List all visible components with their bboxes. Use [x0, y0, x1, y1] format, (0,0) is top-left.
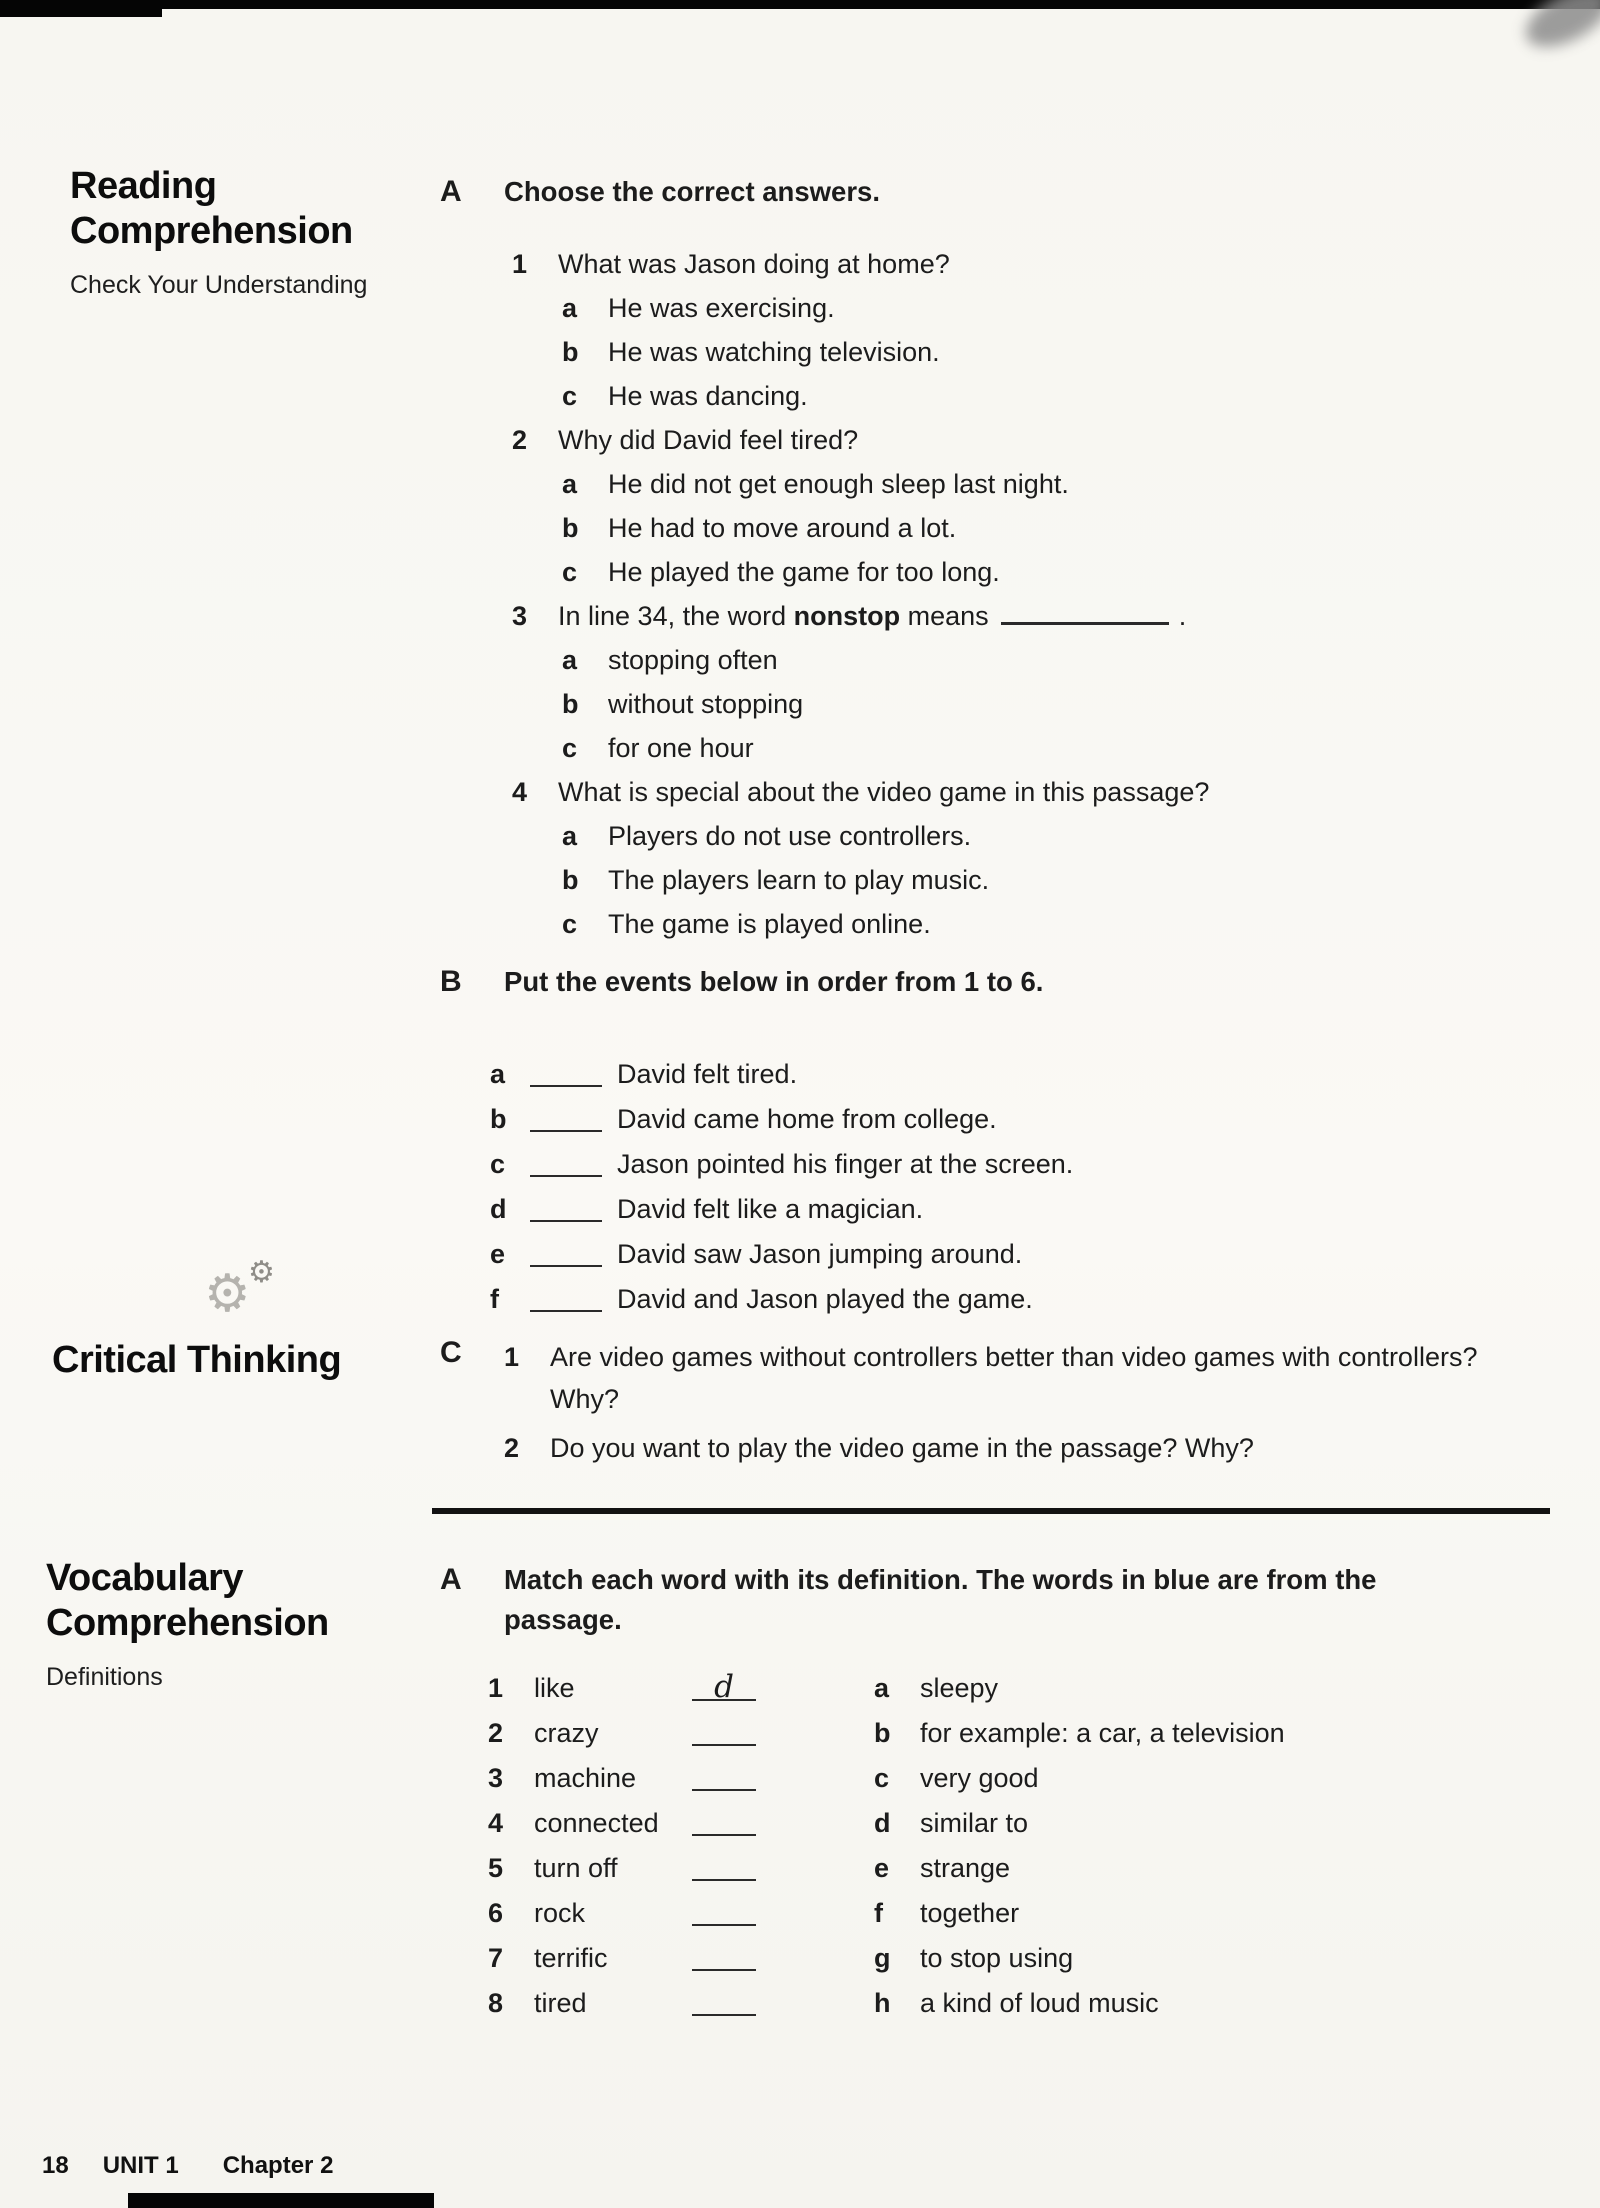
word: crazy [534, 1718, 599, 1748]
word: terrific [534, 1943, 608, 1973]
option-row [562, 374, 1570, 418]
section-title: Choose the correct answers. [504, 176, 880, 207]
item-letter: e [490, 1239, 506, 1269]
match-row [488, 1846, 1570, 1891]
definition-text: similar to [920, 1808, 1029, 1838]
order-item [490, 1052, 1570, 1097]
scan-artifact-top-bar [0, 0, 1600, 9]
order-item [490, 1277, 1570, 1322]
item-letter: a [490, 1059, 506, 1089]
section-c-questions [504, 1336, 1480, 1469]
section-a-title-row [440, 172, 1570, 212]
option-row [562, 462, 1570, 506]
option-text: He was watching television. [608, 337, 940, 367]
match-row [488, 1801, 1570, 1846]
section-c-row [440, 1336, 1570, 1469]
answer-blank [692, 1846, 756, 1881]
definition-text: together [920, 1898, 1020, 1928]
definition-text: strange [920, 1853, 1011, 1883]
option-letter: b [562, 689, 579, 719]
option-row [562, 726, 1570, 770]
question-text-before: In line 34, the word [558, 601, 794, 631]
option-letter: c [562, 381, 578, 411]
option-text: stopping often [608, 645, 778, 675]
section-letter: A [440, 175, 462, 208]
order-item [490, 1232, 1570, 1277]
option-row [562, 902, 1570, 946]
answer-blank [530, 1142, 602, 1177]
option-row [562, 858, 1570, 902]
definition-letter: e [874, 1853, 890, 1883]
question-number: 1 [512, 249, 528, 279]
question-text: Are video games without controllers better than video games with controllers? Why? [550, 1342, 1478, 1414]
definition-letter: a [874, 1673, 890, 1703]
question-text: What was Jason doing at home? [558, 249, 950, 279]
option-letter: a [562, 293, 578, 323]
gear-small-glyph: ⚙ [248, 1256, 275, 1289]
answer-blank [530, 1232, 602, 1267]
option-row [562, 682, 1570, 726]
heading-line: Comprehension [46, 1602, 329, 1644]
match-row [488, 1711, 1570, 1756]
question-number: 2 [512, 425, 528, 455]
gear-icon [204, 1256, 275, 1328]
question-text-after: means [900, 601, 989, 631]
definition-letter: d [874, 1808, 891, 1838]
order-item [490, 1187, 1570, 1232]
word-number: 5 [488, 1853, 504, 1883]
option-letter: a [562, 645, 578, 675]
item-letter: b [490, 1104, 507, 1134]
chapter-label: Chapter 2 [222, 2152, 334, 2179]
section-letter: A [440, 1563, 462, 1596]
option-text: without stopping [608, 689, 804, 719]
definition-letter: g [874, 1943, 891, 1973]
section-title: Match each word with its definition. The words in blue are from the passage. [504, 1564, 1377, 1635]
section-b-title-row [440, 962, 1570, 1002]
definition-text: to stop using [920, 1943, 1074, 1973]
option-row [562, 638, 1570, 682]
reading-comprehension-heading [70, 164, 367, 308]
answer-blank [1001, 605, 1169, 625]
page-number: 18 [42, 2152, 69, 2179]
option-text: He was exercising. [608, 293, 835, 323]
item-letter: f [490, 1284, 499, 1314]
scan-artifact-top-left [0, 0, 162, 17]
item-letter: d [490, 1194, 507, 1224]
question-number: 3 [512, 601, 528, 631]
question-row [512, 418, 1570, 462]
word-number: 1 [488, 1673, 504, 1703]
reading-subheading: Check Your Understanding [70, 271, 368, 299]
definition-text: a kind of loud music [920, 1988, 1159, 2018]
question-row [512, 770, 1570, 814]
question-text: Do you want to play the video game in the passage? Why? [550, 1433, 1254, 1463]
section-letter: C [440, 1336, 462, 1369]
item-text: David and Jason played the game. [617, 1284, 1033, 1314]
question-number: 4 [512, 777, 528, 807]
option-text: He did not get enough sleep last night. [608, 469, 1069, 499]
page-footer [42, 2152, 333, 2180]
section-divider [432, 1508, 1550, 1514]
word-number: 7 [488, 1943, 504, 1973]
option-text: for one hour [608, 733, 754, 763]
definition-letter: h [874, 1988, 891, 2018]
vocabulary-subheading: Definitions [46, 1663, 163, 1691]
word: tired [534, 1988, 587, 2018]
question-number: 1 [504, 1342, 520, 1372]
word: connected [534, 1808, 659, 1838]
word-number: 8 [488, 1988, 504, 2018]
option-text: Players do not use controllers. [608, 821, 972, 851]
unit-label: UNIT 1 [102, 2152, 179, 2179]
option-letter: c [562, 557, 578, 587]
item-text: David saw Jason jumping around. [617, 1239, 1023, 1269]
section-c-critical-thinking [440, 1336, 1570, 1469]
answer-blank [692, 1666, 756, 1705]
answer-blank [692, 1756, 756, 1791]
order-item [490, 1142, 1570, 1187]
vocabulary-section-a [440, 1560, 1570, 2026]
answer-blank [530, 1187, 602, 1222]
question-text: What is special about the video game in this passage? [558, 777, 1210, 807]
section-a-questions [512, 242, 1570, 946]
match-row [488, 1936, 1570, 1981]
word-number: 3 [488, 1763, 504, 1793]
vocab-match-list [488, 1666, 1570, 2026]
option-text: The players learn to play music. [608, 865, 990, 895]
answer-blank [692, 1981, 756, 2016]
question-row [504, 1336, 1480, 1420]
match-row [488, 1891, 1570, 1936]
handwritten-answer: d [714, 1669, 734, 1705]
question-row [512, 594, 1570, 638]
option-text: The game is played online. [608, 909, 931, 939]
question-text [558, 594, 1186, 638]
scan-artifact-bottom-bar [128, 2193, 434, 2208]
item-text: Jason pointed his finger at the screen. [617, 1149, 1074, 1179]
match-row [488, 1981, 1570, 2026]
answer-blank [530, 1097, 602, 1132]
definition-letter: c [874, 1763, 890, 1793]
answer-blank [692, 1711, 756, 1746]
item-text: David felt tired. [617, 1059, 798, 1089]
section-letter: B [440, 965, 462, 998]
word: turn off [534, 1853, 618, 1883]
answer-blank [530, 1277, 602, 1312]
option-letter: c [562, 733, 578, 763]
gear-big-glyph: ⚙ [204, 1265, 251, 1323]
section-b-ordering [440, 962, 1570, 1322]
word-number: 6 [488, 1898, 504, 1928]
option-letter: b [562, 513, 579, 543]
word: rock [534, 1898, 586, 1928]
item-letter: c [490, 1149, 506, 1179]
option-text: He had to move around a lot. [608, 513, 957, 543]
word: like [534, 1673, 575, 1703]
heading-line: Critical Thinking [52, 1339, 342, 1381]
match-row [488, 1756, 1570, 1801]
heading-line: Vocabulary [46, 1557, 244, 1599]
option-letter: b [562, 865, 579, 895]
word-number: 2 [488, 1718, 504, 1748]
heading-line: Comprehension [70, 210, 353, 252]
vocabulary-comprehension-heading [46, 1556, 329, 1700]
option-letter: c [562, 909, 578, 939]
answer-blank [692, 1801, 756, 1836]
definition-letter: b [874, 1718, 891, 1748]
definition-text: very good [920, 1763, 1039, 1793]
option-row [562, 330, 1570, 374]
option-row [562, 550, 1570, 594]
order-item [490, 1097, 1570, 1142]
question-text-end: . [1178, 601, 1187, 631]
heading-line: Reading [70, 165, 217, 207]
match-row [488, 1666, 1570, 1711]
section-b-items [490, 1052, 1570, 1322]
answer-blank [530, 1052, 602, 1087]
word-number: 4 [488, 1808, 504, 1838]
option-text: He played the game for too long. [608, 557, 1000, 587]
section-a-reading [440, 172, 1570, 946]
option-letter: a [562, 469, 578, 499]
item-text: David came home from college. [617, 1104, 997, 1134]
word: machine [534, 1763, 637, 1793]
question-bold-word: nonstop [793, 601, 901, 631]
critical-thinking-heading [52, 1338, 341, 1383]
definition-text: for example: a car, a television [920, 1718, 1285, 1748]
definition-text: sleepy [920, 1673, 999, 1703]
definition-letter: f [874, 1898, 883, 1928]
option-letter: a [562, 821, 578, 851]
answer-blank [692, 1891, 756, 1926]
question-row [504, 1427, 1480, 1469]
question-number: 2 [504, 1433, 520, 1463]
vocab-title-row [440, 1560, 1570, 1640]
option-row [562, 506, 1570, 550]
section-title: Put the events below in order from 1 to 6. [504, 966, 1044, 997]
answer-blank [692, 1936, 756, 1971]
option-row [562, 814, 1570, 858]
question-row [512, 242, 1570, 286]
option-row [562, 286, 1570, 330]
item-text: David felt like a magician. [617, 1194, 924, 1224]
option-text: He was dancing. [608, 381, 808, 411]
question-text: Why did David feel tired? [558, 425, 859, 455]
option-letter: b [562, 337, 579, 367]
